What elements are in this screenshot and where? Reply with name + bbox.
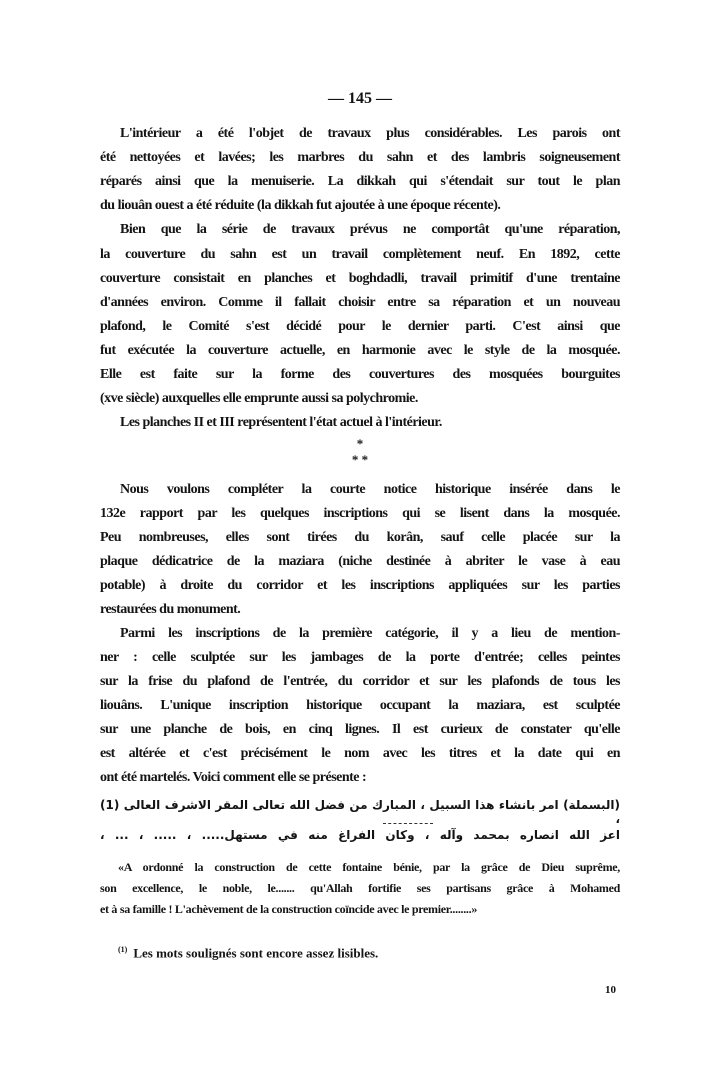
text-line: Peu nombreuses, elles sont tirées du korân, sauf celle placée sur la (100, 530, 620, 545)
footnote-text: Les mots soulignés sont encore assez lisibles. (133, 945, 379, 961)
text-line: liouâns. L'unique inscription historique occupant la maziara, est sculptée (100, 698, 620, 713)
text-line: plaque dédicatrice de la maziara (niche destinée à abriter le vase à eau (100, 554, 620, 569)
text-line: du liouân ouest a été réduite (la dikkah fut ajoutée à une époque récente). (100, 198, 501, 213)
text-line: Nous voulons compléter la courte notice historique insérée dans le (120, 482, 620, 497)
text-line: réparés ainsi que la menuiserie. La dikkah qui s'étendait sur tout le plan (100, 174, 620, 189)
footnote-mark: (1) (118, 945, 128, 954)
text-line: d'années environ. Comme il fallait choisir entre sa réparation et un nouveau (100, 295, 620, 310)
inscription-underline (383, 823, 433, 824)
text-line: couverture consistait en planches et boghdadli, travail primitif d'une trentaine (100, 271, 620, 286)
text-line: 132e rapport par les quelques inscriptions qui se lisent dans la mosquée. (100, 506, 620, 521)
text-line: plafond, le Comité s'est décidé pour le dernier parti. C'est ainsi que (100, 319, 620, 334)
text-line: Parmi les inscriptions de la première catégorie, il y a lieu de mention- (120, 626, 620, 641)
text-line: potable) à droite du corridor et les inscriptions appliquées sur les parties (100, 578, 620, 593)
page-number: — 145 — (328, 90, 392, 107)
text-line: sur une planche de bois, en cinq lignes. Il est curieux de constater qu'elle (100, 722, 620, 737)
text-line: (xve siècle) auxquelles elle emprunte aussi sa polychromie. (100, 391, 418, 406)
translation-line-3: et à sa famille ! L'achèvement de la construction coïncide avec le premier........» (100, 902, 478, 916)
text-line: restaurées du monument. (100, 602, 241, 617)
text-line: été nettoyées et lavées; les marbres du sahn et des lambris soigneusement (100, 150, 620, 165)
text-line: Les planches II et III représentent l'état actuel à l'intérieur. (120, 415, 442, 430)
section-separator: * (356, 436, 364, 451)
signature-mark: 10 (605, 984, 616, 996)
translation-line-1: «A ordonné la construction de cette fontaine bénie, par la grâce de Dieu suprême, (118, 860, 620, 874)
text-line: Bien que la série de travaux prévus ne comportât qu'une réparation, (120, 222, 620, 237)
text-line: sur la frise du plafond de l'entrée, du corridor et sur les plafonds de tous les (100, 674, 620, 689)
text-line: ner : celle sculptée sur les jambages de la porte d'entrée; celles peintes (100, 650, 620, 665)
section-separator-bottom: * * (351, 452, 369, 467)
footnote (118, 945, 618, 961)
text-line: la couverture du sahn est un travail complètement neuf. En 1892, cette (100, 247, 620, 262)
arabic-inscription-line-1: (البسملة) امر بانشاء هذا السبيل ، المبارك من فضل الله تعالى المقر الاشرف العالى (1) ، (100, 798, 620, 826)
text-line: Elle est faite sur la forme des couvertures des mosquées bourguites (100, 367, 620, 382)
text-line: L'intérieur a été l'objet de travaux plus considérables. Les parois ont (120, 126, 620, 141)
text-line: ont été martelés. Voici comment elle se présente : (100, 770, 367, 785)
translation-line-2: son excellence, le noble, le....... qu'Allah fortifie ses partisans grâce à Mohamed (100, 881, 620, 895)
text-line: fut exécutée la couverture actuelle, en harmonie avec le style de la mosquée. (100, 343, 620, 358)
arabic-inscription-line-2: اعز الله انصاره بمحمد وآله ، وكان الفراغ منه في مستهل..... ، ..... ، ... ، (100, 828, 620, 842)
text-line: est altérée et c'est précisément le nom avec les titres et la date qui en (100, 746, 620, 761)
